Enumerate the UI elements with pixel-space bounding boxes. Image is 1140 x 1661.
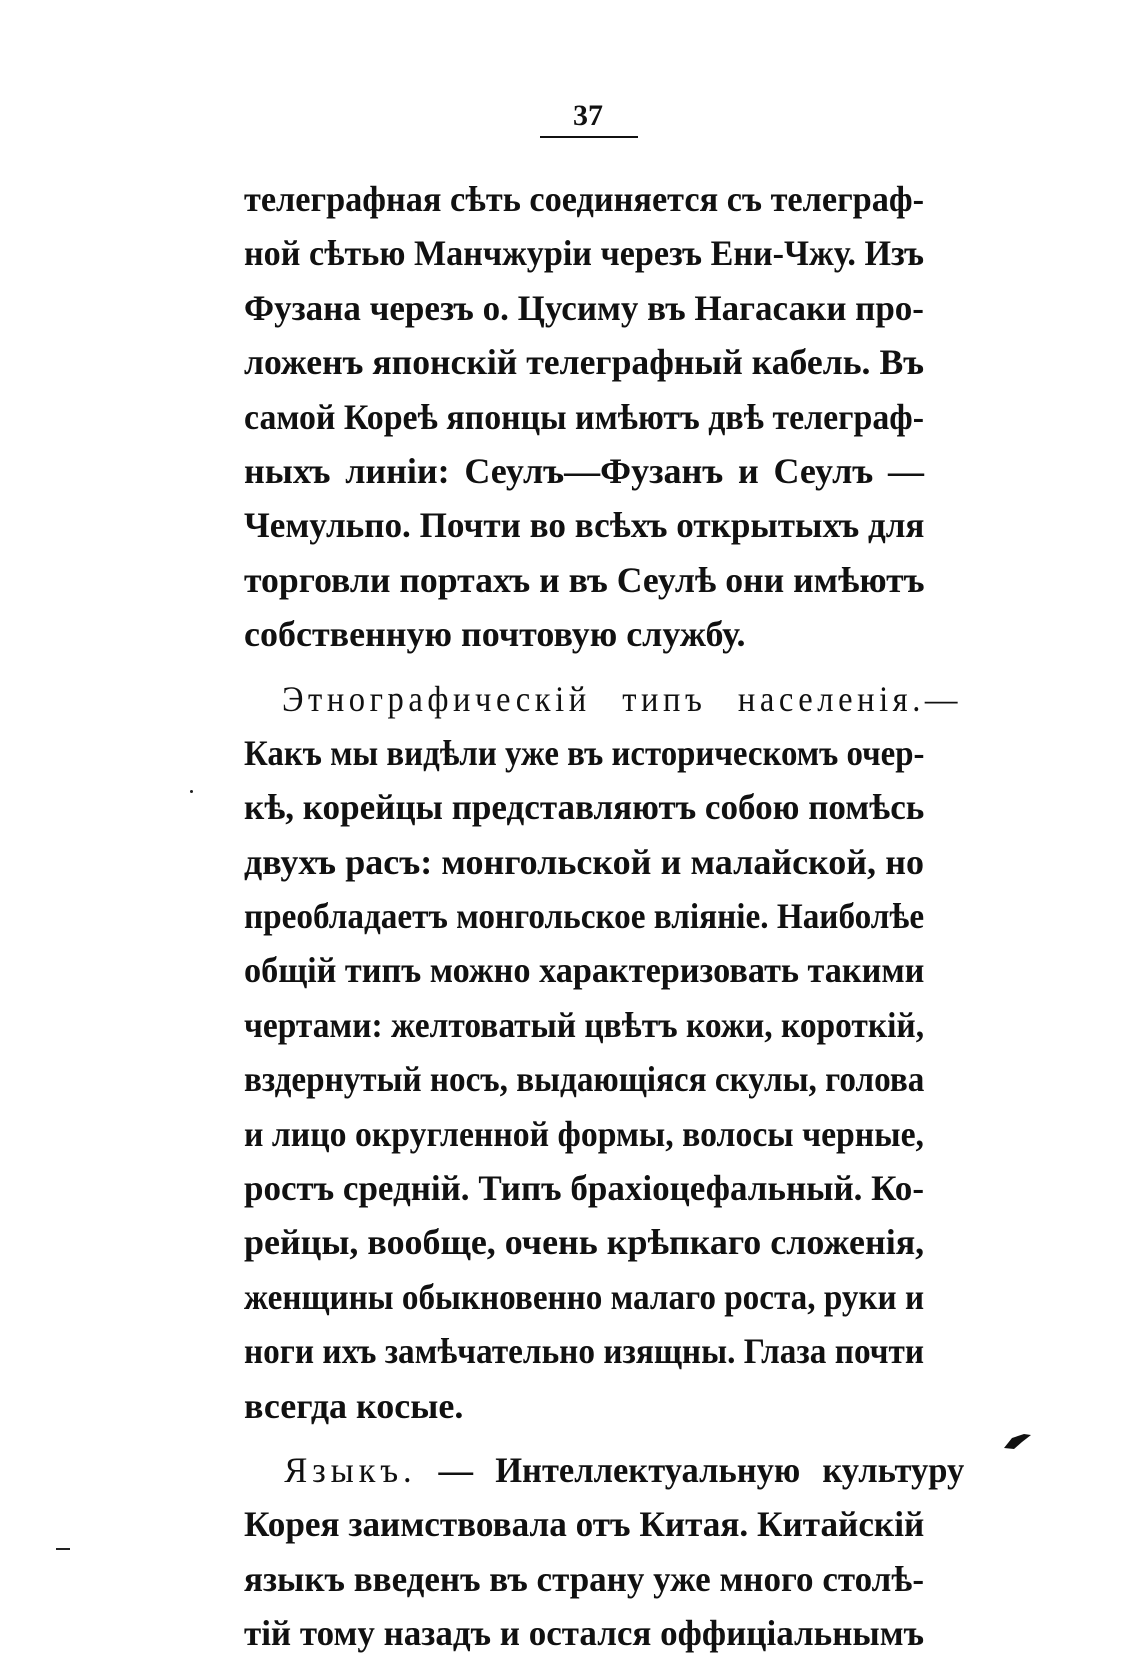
paragraph-gap [244,1433,924,1443]
text-line: ложенъ японскій телеграфный кабель. Въ [244,342,924,383]
text-line: ростъ средній. Типъ брахіоцефальный. Ко- [244,1168,924,1209]
body-text [244,172,965,1661]
text-line: самой Кореѣ японцы имѣютъ двѣ телеграф- [244,396,924,437]
text-line: кѣ, корейцы представляютъ собою помѣсь [244,787,925,828]
ink-speck [56,1548,70,1550]
text-line: вздернутый носъ, выдающіяся скулы, голова [244,1059,925,1100]
text-line: Чемульпо. Почти во всѣхъ открытыхъ для [244,505,925,546]
page-number-rule [540,136,638,138]
paragraph-language [244,1443,965,1661]
text-line: ноги ихъ замѣчательно изящны. Глаза почти [244,1331,924,1372]
text-line: общій типъ можно характеризовать такими [244,950,925,991]
text-line: телеграфная сѣть соединяется съ телеграф- [244,179,925,219]
text-line: всегда косые. [244,1385,464,1426]
text-line: женщины обыкновенно малаго роста, руки и [244,1276,925,1317]
ink-blot [1002,1432,1032,1450]
section-heading-language: Языкъ. [284,1449,417,1490]
text-line: Корея заимствовала отъ Китая. Китайскій [244,1504,925,1545]
text-line: чертами: желтоватый цвѣтъ кожи, короткій, [244,1004,925,1045]
section-heading-ethnography: Этнографическій типъ населенія.— [281,678,963,719]
text-line: двухъ расъ: монгольской и малайской, но [244,841,924,882]
text-line: ной сѣтью Манчжуріи черезъ Ени-Чжу. Изъ [244,233,925,274]
text-line: тій тому назадъ и остался оффиціальнымъ [244,1613,924,1654]
text-line: торговли портахъ и въ Сеулѣ они имѣютъ [244,559,925,600]
text-line: ныхъ линіи: Сеулъ—Фузанъ и Сеулъ — [244,450,924,491]
text-line: рейцы, вообще, очень крѣпкаго сложенія, [244,1222,925,1263]
text-line: преобладаетъ монгольское вліяніе. Наиболѣе [244,896,925,937]
paragraph-telegraph [244,172,924,662]
paragraph-gap [244,662,924,672]
text-line: и лицо округленной формы, волосы черные, [244,1113,924,1154]
text-line: Фузана черезъ о. Цусиму въ Нагасаки про- [244,287,924,328]
text-line [244,1443,964,1497]
ink-speck [190,790,193,793]
text-fragment: — Интеллектуальную культуру [438,1449,965,1490]
text-line: языкъ введенъ въ страну уже много столѣ- [244,1558,924,1599]
page-number: 37 [573,99,603,132]
text-line: собственную почтовую службу. [244,614,746,655]
paragraph-ethnography [244,672,963,1433]
text-line: Какъ мы видѣли уже въ историческомъ очер- [244,732,925,773]
